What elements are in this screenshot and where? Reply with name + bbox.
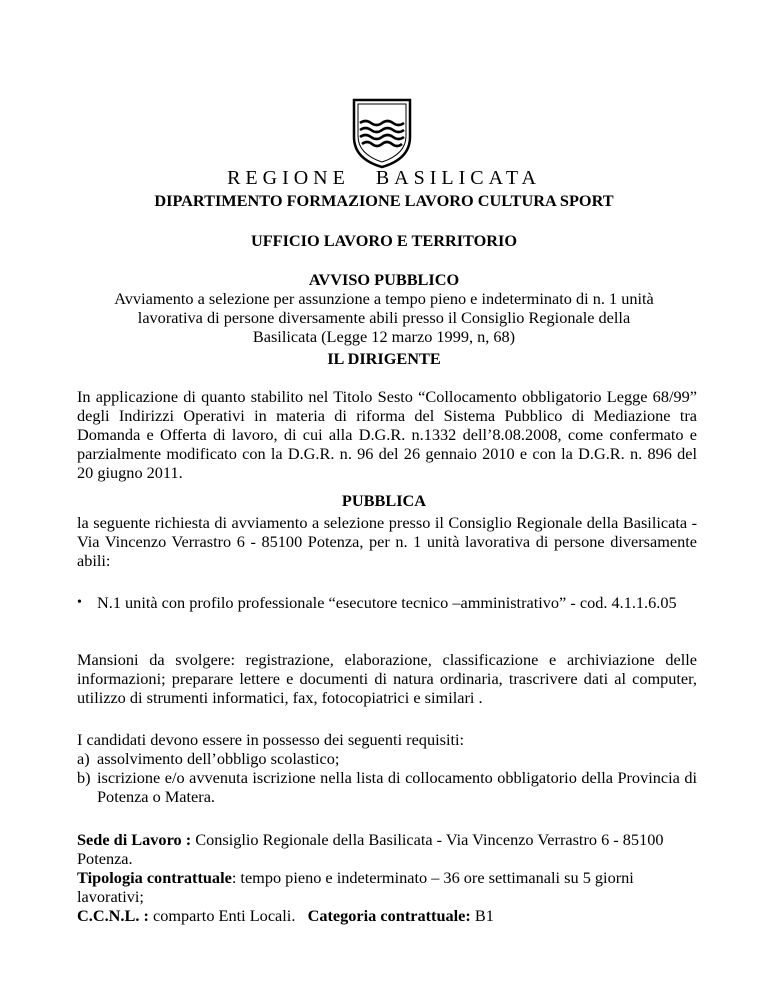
ccnl-line xyxy=(77,906,692,925)
notice-subtitle-line-1: Avviamento a selezione per assunzione a tempo pieno e indeterminato di n. 1 unità xyxy=(114,289,654,308)
notice-title: AVVISO PUBBLICO xyxy=(308,270,460,289)
sede-value: Consiglio Regionale della Basilicata - Via Vincenzo Verrastro 6 - 85100 Potenza. xyxy=(77,830,664,868)
region-name xyxy=(0,166,768,190)
regional-coat-of-arms-icon xyxy=(351,97,413,169)
office-name: UFFICIO LAVORO E TERRITORIO xyxy=(250,231,518,250)
tipologia-line xyxy=(77,868,692,906)
dirigente-text: In applicazione di quanto stabilito nel Titolo Sesto “Collocamento obbligatorio Legge 68/99” degli Indirizzi Operativi in materia di riforma del Sistema Pubblico di Mediazione tra Domanda e Offerta di lavoro, di cui alla D.G.R. n.1332 dell’8.08.2008, come confermato e parzialmente modificato con la D.G.R. n. 96 del 26 gennaio 2010 e con la D.G.R. n. 896 del 20 giugno 2011. xyxy=(77,387,697,482)
requirement-label: a) xyxy=(77,749,90,768)
region-word-2: BASILICATA xyxy=(375,167,541,189)
ccnl-value: comparto Enti Locali. xyxy=(148,906,308,925)
dirigente-paragraph xyxy=(77,387,697,482)
requirement-label: b) xyxy=(77,768,91,787)
notice-subtitle-line-2: lavorativa di persone diversamente abili presso il Consiglio Regionale della xyxy=(137,308,631,327)
list-item xyxy=(77,749,697,768)
sede-label: Sede di Lavoro : xyxy=(77,830,192,849)
duties-paragraph xyxy=(77,650,697,707)
notice-subtitle-line-3: Basilicata (Legge 12 marzo 1999, n, 68) xyxy=(252,327,516,346)
bullet-icon: • xyxy=(77,595,82,610)
position-bullet-list xyxy=(77,593,697,612)
requirements-section xyxy=(77,730,697,806)
pubblica-heading: PUBBLICA xyxy=(341,491,427,510)
categoria-label: Categoria contrattuale: xyxy=(307,906,471,925)
region-word-1: REGIONE xyxy=(227,167,350,189)
details-section xyxy=(77,830,692,925)
requirement-text: iscrizione e/o avvenuta iscrizione nella lista di collocamento obbligatorio della Provincia di Potenza o Matera. xyxy=(97,768,697,806)
requirements-intro: I candidati devono essere in possesso dei seguenti requisiti: xyxy=(77,730,465,749)
dirigente-heading: IL DIRIGENTE xyxy=(327,349,441,368)
ccnl-label: C.C.N.L. : xyxy=(77,906,149,925)
department-name: DIPARTIMENTO FORMAZIONE LAVORO CULTURA SPORT xyxy=(154,191,614,210)
pubblica-paragraph xyxy=(77,513,697,570)
duties-text: Mansioni da svolgere: registrazione, elaborazione, classificazione e archiviazione delle informazioni; preparare lettere e documenti di natura ordinaria, trascrivere dati al computer, utilizzo di strumenti informatici, fax, fotocopiatrici e similari . xyxy=(77,650,697,707)
position-text: N.1 unità con profilo professionale “esecutore tecnico –amministrativo” - cod. 4.1.1.6.05 xyxy=(97,593,677,612)
categoria-value: B1 xyxy=(470,906,494,925)
tipologia-label: Tipologia contrattuale xyxy=(77,868,232,887)
list-item xyxy=(77,768,697,806)
tipologia-value: : tempo pieno e indeterminato – 36 ore settimanali su 5 giorni lavorativi; xyxy=(77,868,634,906)
list-item xyxy=(77,593,697,612)
requirement-text: assolvimento dell’obbligo scolastico; xyxy=(97,749,340,768)
sede-line xyxy=(77,830,692,868)
pubblica-text: la seguente richiesta di avviamento a selezione presso il Consiglio Regionale della Basilicata - Via Vincenzo Verrastro 6 - 85100 Potenza, per n. 1 unità lavorativa di persone diversamente abili: xyxy=(77,513,697,570)
